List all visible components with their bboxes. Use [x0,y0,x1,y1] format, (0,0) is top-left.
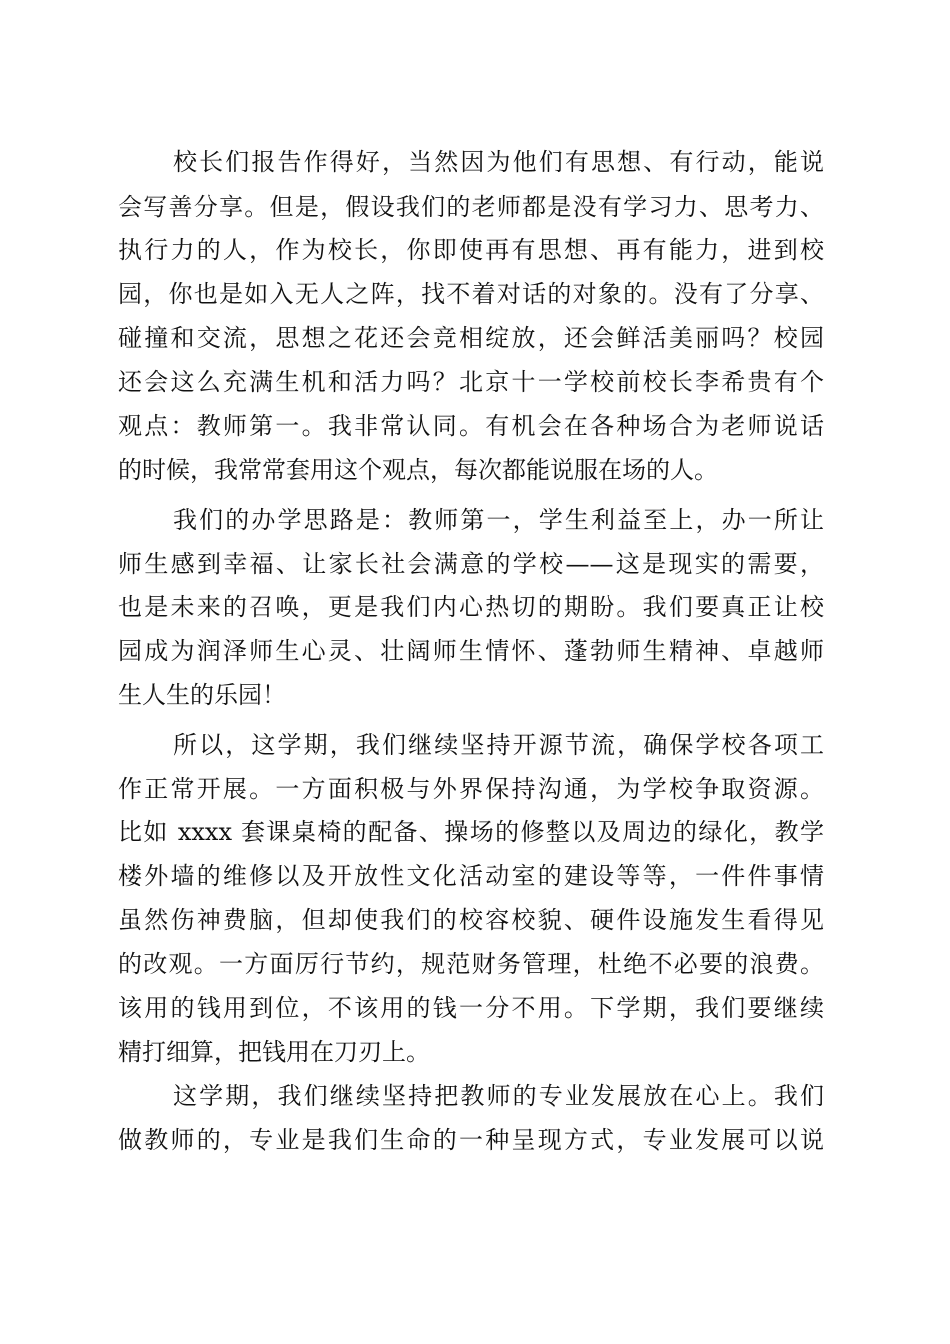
text-line: 作正常开展。一方面积极与外界保持沟通，为学校争取资源。 [118,775,824,803]
text-line: 也是未来的召唤，更是我们内心热切的期盼。我们要真正让校 [118,593,824,621]
text-line: 师生感到幸福、让家长社会满意的学校——这是现实的需要， [118,550,824,578]
text-line: 碰撞和交流，思想之花还会竞相绽放，还会鲜活美丽吗？校园 [118,324,824,352]
text-line: 园成为润泽师生心灵、壮阔师生情怀、蓬勃师生精神、卓越师 [118,637,824,665]
text-line: 所以，这学期，我们继续坚持开源节流，确保学校各项工 [173,731,824,759]
text-line: 的时候，我常常套用这个观点，每次都能说服在场的人。 [118,456,718,484]
text-line: 校长们报告作得好，当然因为他们有思想、有行动，能说 [173,148,824,176]
text-line: 虽然伤神费脑，但却使我们的校容校貌、硬件设施发生看得见 [118,906,824,934]
text-line: 做教师的，专业是我们生命的一种呈现方式，专业发展可以说 [118,1126,824,1154]
text-line: 会写善分享。但是，假设我们的老师都是没有学习力、思考力、 [118,193,824,221]
text-line: 生人生的乐园！ [118,681,286,709]
text-line: 这学期，我们继续坚持把教师的专业发展放在心上。我们 [173,1082,824,1110]
text-line: 该用的钱用到位，不该用的钱一分不用。下学期，我们要继续 [118,994,824,1022]
text-line: 楼外墙的维修以及开放性文化活动室的建设等等，一件件事情 [118,862,824,890]
text-line: 园，你也是如入无人之阵，找不着对话的对象的。没有了分享、 [118,280,824,308]
text-line: 我们的办学思路是：教师第一，学生利益至上，办一所让 [173,506,824,534]
text-line: 执行力的人，作为校长，你即使再有思想、再有能力，进到校 [118,236,824,264]
text-line: 观点：教师第一。我非常认同。有机会在各种场合为老师说话 [118,412,824,440]
text-line: 的改观。一方面厉行节约，规范财务管理，杜绝不必要的浪费。 [118,950,824,978]
text-line: 还会这么充满生机和活力吗？北京十一学校前校长李希贵有个 [118,368,824,396]
text-line: 精打细算，把钱用在刀刃上。 [118,1038,430,1066]
text-line: 比如 xxxx 套课桌椅的配备、操场的修整以及周边的绿化，教学 [118,818,824,846]
